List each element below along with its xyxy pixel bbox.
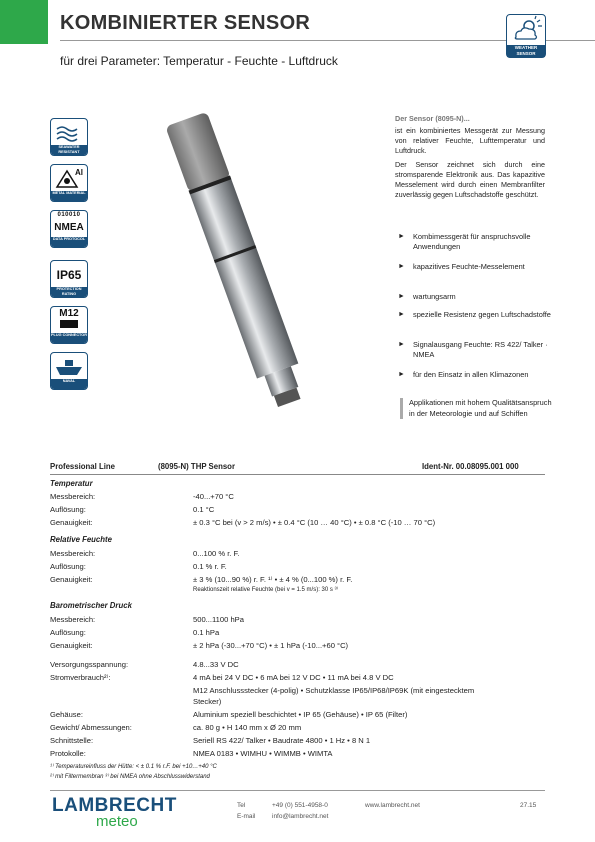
arrow-icon: ► bbox=[398, 233, 405, 240]
spec-row: Messbereich: 0...100 % r. F. bbox=[50, 549, 240, 558]
weather-badge-label: WEATHER SENSOR bbox=[507, 45, 545, 57]
section-title-temperatur: Temperatur bbox=[50, 479, 93, 488]
spec-row: Auflösung: 0.1 °C bbox=[50, 505, 215, 514]
spec-row: Auflösung: 0.1 hPa bbox=[50, 628, 220, 637]
spec-row: Gehäuse: Aluminium speziell beschichtet • IP 65 (Gehäuse) • IP 65 (Filter) bbox=[50, 710, 408, 719]
spec-row: Stecker) bbox=[193, 697, 222, 706]
spec-row: Genauigkeit: ± 3 % (10...90 %) r. F. ¹⁾ • ± 4 % (0...100 %) r. F. bbox=[50, 575, 353, 584]
applications-note: Applikationen mit hohem Qualitätsanspruch in der Meteorologie und auf Schiffen bbox=[400, 398, 554, 419]
spec-row: Auflösung: 0.1 % r. F. bbox=[50, 562, 227, 571]
seawater-resistant-icon: SEAWATER RESISTANT bbox=[50, 118, 88, 156]
protection-rating-icon: IP65 PROTECTION RATING bbox=[50, 260, 88, 298]
data-protocol-icon: 010010 NMEA DATA PROTOCOL bbox=[50, 210, 88, 248]
tel-label: Tel bbox=[237, 802, 246, 809]
spec-row: Gewicht/ Abmessungen: ca. 80 g • H 140 mm x Ø 20 mm bbox=[50, 723, 302, 732]
description-paragraph: ist ein kombiniertes Messgerät zur Messung von relativer Feuchte, Lufttemperatur und Luftdruck. bbox=[395, 126, 545, 155]
weather-sensor-badge bbox=[506, 14, 546, 58]
email-link[interactable]: info@lambrecht.net bbox=[272, 813, 329, 820]
description-paragraph: Der Sensor zeichnet sich durch eine stromsparende Elektronik aus. Das kapazitive Messelement wird durch einen Membranfilter zuverlässig gegen Luftschadstoffe geschützt. bbox=[395, 160, 545, 199]
spec-row: Schnittstelle: Seriell RS 422/ Talker • Baudrate 4800 • 1 Hz • 8 N 1 bbox=[50, 736, 371, 745]
spec-row: Versorgungsspannung: 4.8...33 V DC bbox=[50, 660, 239, 669]
header-accent-bar bbox=[0, 0, 48, 44]
metal-material-icon: Al METAL MATERIAL bbox=[50, 164, 88, 202]
spec-row: M12 Anschlussstecker (4-polig) • Schutzklasse IP65/IP68/IP69K (mit eingestecktem bbox=[193, 686, 475, 695]
page-subtitle: für drei Parameter: Temperatur - Feuchte - Luftdruck bbox=[60, 54, 338, 68]
email-label: E-mail bbox=[237, 813, 256, 820]
page-title: KOMBINIERTER SENSOR bbox=[60, 12, 311, 34]
lambrecht-logo: LAMBRECHT meteo bbox=[52, 795, 177, 830]
sensor-product-image bbox=[98, 112, 368, 417]
product-name: (8095-N) THP Sensor bbox=[158, 462, 235, 471]
ident-number: Ident-Nr. 00.08095.001 000 bbox=[422, 462, 519, 471]
product-description bbox=[395, 114, 545, 204]
tel-number[interactable]: +49 (0) 551-4958-0 bbox=[272, 802, 328, 809]
footnote: ²⁾ mit Filtermembran ³⁾ bei NMEA ohne Abschlusswiderstand bbox=[50, 774, 210, 780]
spec-row: Genauigkeit: ± 2 hPa (-30...+70 °C) • ± 1 hPa (-10...+60 °C) bbox=[50, 641, 349, 650]
footer-divider bbox=[50, 790, 545, 791]
spec-row: Protokolle: NMEA 0183 • WIMHU • WIMMB • WIMTA bbox=[50, 749, 333, 758]
section-title-druck: Barometrischer Druck bbox=[50, 601, 132, 610]
description-heading: Der Sensor (8095-N)... bbox=[395, 114, 470, 123]
arrow-icon: ► bbox=[398, 293, 405, 300]
spec-row: Stromverbrauch²⁾: 4 mA bei 24 V DC • 6 mA bei 12 V DC • 11 mA bei 4.8 V DC bbox=[50, 673, 394, 682]
plug-connector-icon: M12 PLUG CONNECTOR bbox=[50, 306, 88, 344]
naval-icon: NAVAL bbox=[50, 352, 88, 390]
spec-header bbox=[50, 460, 545, 475]
spec-row: Genauigkeit: ± 0.3 °C bei (v > 2 m/s) • ± 0.4 °C (10 … 40 °C) • ± 0.8 °C (-10 … 70 °C) bbox=[50, 518, 436, 527]
arrow-icon: ► bbox=[398, 341, 405, 348]
website-link[interactable]: www.lambrecht.net bbox=[365, 802, 420, 809]
weather-cloud-sun-icon bbox=[507, 15, 545, 45]
footnote: ¹⁾ Temperatureinfluss der Hütte: < ± 0.1 % r.F. bei +10…+40 °C bbox=[50, 764, 217, 770]
product-line: Professional Line bbox=[50, 462, 115, 471]
section-title-feuchte: Relative Feuchte bbox=[50, 535, 112, 544]
arrow-icon: ► bbox=[398, 371, 405, 378]
arrow-icon: ► bbox=[398, 311, 405, 318]
spec-row: Messbereich: 500...1100 hPa bbox=[50, 615, 244, 624]
spec-row: Messbereich: -40...+70 °C bbox=[50, 492, 234, 501]
arrow-icon: ► bbox=[398, 263, 405, 270]
humidity-response-note: Reaktionszeit relative Feuchte (bei v = 1.5 m/s): 30 s ³⁾ bbox=[193, 587, 339, 593]
document-version: 27.15 bbox=[520, 802, 537, 809]
